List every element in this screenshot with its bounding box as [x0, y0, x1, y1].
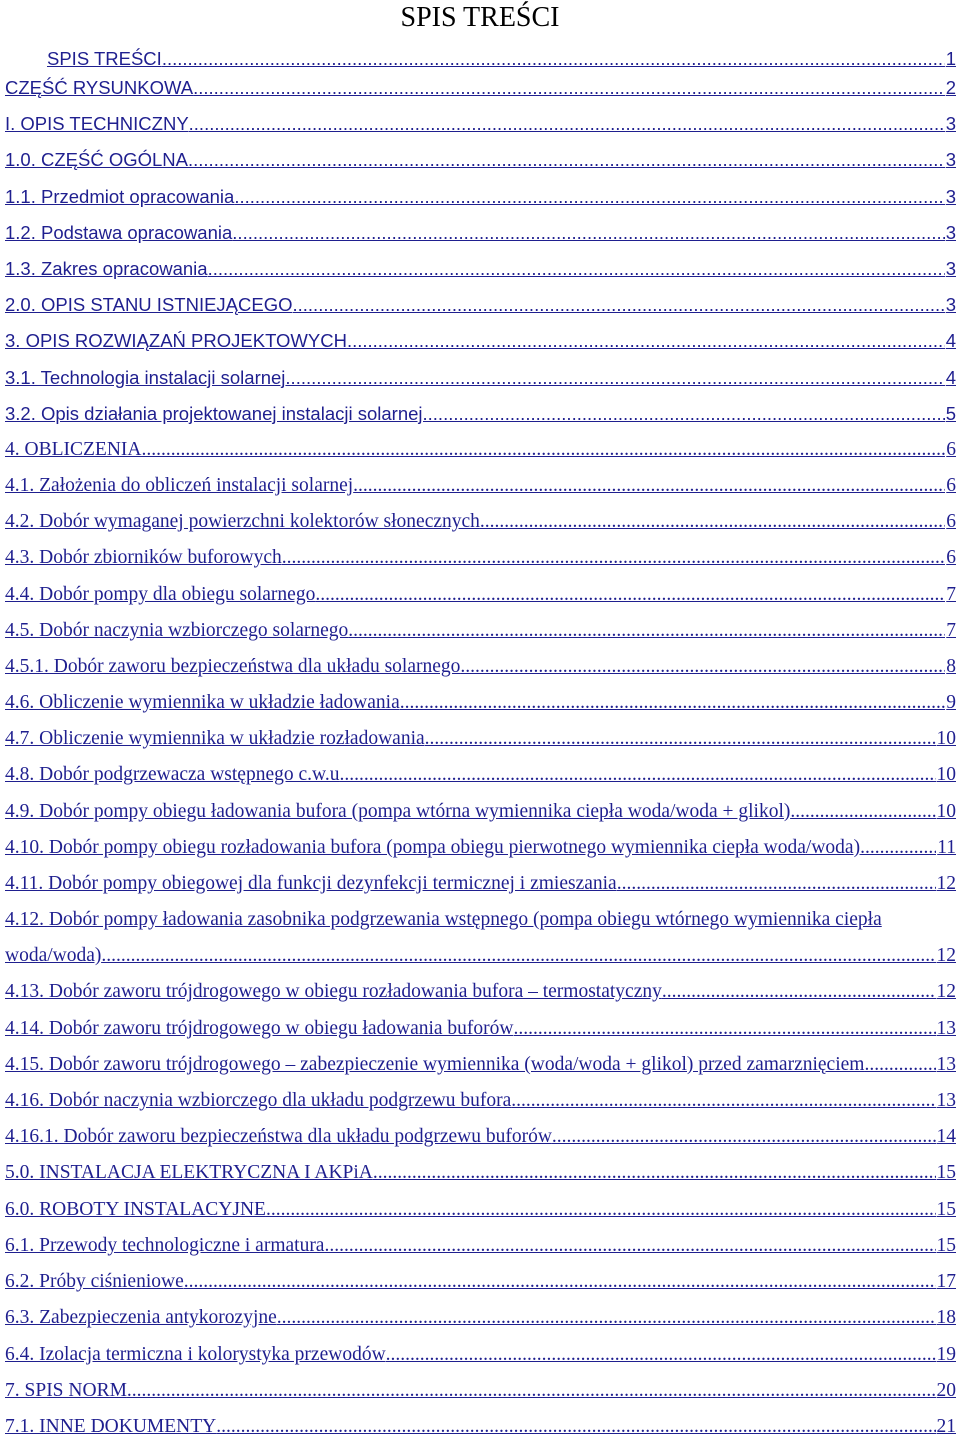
dot-leader — [423, 402, 945, 426]
dot-leader — [480, 510, 945, 534]
toc-entry[interactable] — [5, 253, 956, 281]
toc-entry-label: I. OPIS TECHNICZNY — [5, 113, 189, 134]
toc-entry-page-number: 3 — [945, 294, 956, 315]
toc-entry-label: 4.11. Dobór pompy obiegowej dla funkcji dezynfekcji termicznej i zmieszania — [5, 873, 617, 894]
dot-leader — [293, 293, 945, 317]
toc-entry-label: 4.16. Dobór naczynia wzbiorczego dla układu podgrzewu bufora — [5, 1090, 512, 1111]
toc-entry[interactable] — [5, 687, 956, 715]
toc-entry[interactable] — [5, 976, 956, 1004]
toc-entry[interactable] — [5, 651, 956, 679]
toc-entry[interactable] — [5, 144, 956, 172]
dot-leader — [266, 1198, 936, 1222]
toc-entry-label: 6.1. Przewody technologiczne i armatura — [5, 1235, 325, 1256]
toc-entry-label: 1.0. CZĘŚĆ OGÓLNA — [5, 149, 188, 170]
toc-entry-label: 4.1. Założenia do obliczeń instalacji solarnej — [5, 475, 354, 496]
toc-entry[interactable] — [5, 1339, 956, 1367]
dot-leader — [232, 221, 944, 245]
dot-leader — [141, 438, 945, 462]
toc-entry[interactable] — [5, 542, 956, 570]
toc-entry-page-number: 5 — [945, 403, 956, 424]
dot-leader — [386, 1343, 936, 1367]
toc-entry[interactable] — [5, 723, 956, 751]
dot-leader — [617, 872, 936, 896]
dot-leader — [347, 329, 945, 353]
dot-leader — [400, 691, 946, 715]
toc-entry-label: 4.10. Dobór pompy obiegu rozładowania bufora (pompa obiegu pierwotnego wymiennika ciepła woda/woda) — [5, 837, 861, 858]
dot-leader — [277, 1306, 936, 1330]
toc-entry-label: 4.9. Dobór pompy obiegu ładowania bufora (pompa wtórna wymiennika ciepła woda/woda + glikol) — [5, 801, 791, 822]
toc-entry-page-number: 10 — [936, 801, 956, 822]
toc-entry-page-number: 12 — [936, 873, 956, 894]
toc-entry[interactable] — [5, 1375, 956, 1403]
toc-entry-label: 4.7. Obliczenie wymiennika w układzie rozładowania — [5, 728, 425, 749]
toc-entry[interactable] — [5, 1049, 956, 1077]
toc-entry-page-number: 3 — [945, 222, 956, 243]
toc-entry[interactable] — [5, 832, 956, 860]
toc-entry[interactable] — [5, 759, 956, 787]
toc-entry-page-number: 4 — [945, 367, 956, 388]
toc-entry[interactable] — [5, 1266, 956, 1294]
toc-entry-label: 4.13. Dobór zaworu trójdrogowego w obiegu rozładowania bufora – termostatyczny — [5, 981, 662, 1002]
dot-leader — [285, 366, 944, 390]
toc-entry-label: 4. OBLICZENIA — [5, 439, 142, 460]
toc-entry[interactable] — [5, 506, 956, 534]
toc-entry-page-number: 6 — [946, 547, 956, 568]
toc-entry-label: 3.2. Opis działania projektowanej instalacji solarnej — [5, 403, 423, 424]
dot-leader — [324, 1234, 935, 1258]
page-title: SPIS TREŚCI — [400, 2, 560, 33]
toc-entry-label: 4.14. Dobór zaworu trójdrogowego w obiegu ładowania buforów — [5, 1018, 514, 1039]
dot-leader — [282, 546, 946, 570]
toc-entry-label[interactable]: 4.12. Dobór pompy ładowania zasobnika podgrzewania wstępnego (pompa obiegu wtórnego wymiennika ciepła — [5, 909, 882, 930]
toc-entry[interactable] — [5, 181, 956, 209]
toc-entry[interactable] — [5, 868, 956, 896]
toc-entry[interactable] — [5, 289, 956, 317]
toc-entry-page-number: 7 — [946, 620, 956, 641]
toc-entry-page-number: 21 — [936, 1416, 956, 1437]
dot-leader — [184, 1270, 936, 1294]
toc-entry[interactable] — [5, 615, 956, 643]
toc-entry-label: 4.3. Dobór zbiorników buforowych — [5, 547, 282, 568]
toc-entry-page-number: 6 — [946, 511, 956, 532]
toc-entry[interactable] — [5, 1085, 956, 1113]
dot-leader — [127, 1379, 936, 1403]
toc-entry[interactable] — [5, 108, 956, 136]
toc-entry-label: 4.16.1. Dobór zaworu bezpieczeństwa dla układu podgrzewu buforów — [5, 1126, 552, 1147]
dot-leader — [860, 836, 936, 860]
toc-entry-label: 6.4. Izolacja termiczna i kolorystyka przewodów — [5, 1344, 386, 1365]
toc-entry-label: 5.0. INSTALACJA ELEKTRYCZNA I AKPiA — [5, 1162, 373, 1183]
toc-entry-label: 4.5. Dobór naczynia wzbiorczego solarnego — [5, 620, 349, 641]
toc-entry[interactable] — [5, 1013, 956, 1041]
toc-entry-page-number: 1 — [945, 48, 956, 69]
toc-entry-page-number: 2 — [945, 77, 956, 98]
toc-entry[interactable] — [5, 434, 956, 462]
toc-entry-page-number: 20 — [936, 1380, 956, 1401]
toc-entry-label: 4.8. Dobór podgrzewacza wstępnego c.w.u — [5, 764, 340, 785]
toc-entry-label-continued: woda/woda) — [5, 945, 102, 966]
toc-entry-label: 2.0. OPIS STANU ISTNIEJĄCEGO — [5, 294, 293, 315]
toc-entry-page-number: 3 — [945, 258, 956, 279]
toc-entry-label: 6.3. Zabezpieczenia antykorozyjne — [5, 1307, 277, 1328]
toc-entry[interactable] — [5, 1194, 956, 1222]
dot-leader — [460, 655, 945, 679]
toc-entry-page-number: 3 — [945, 113, 956, 134]
dot-leader — [353, 474, 945, 498]
toc-entry-page-number: 10 — [936, 764, 956, 785]
toc-entry-label: 4.5.1. Dobór zaworu bezpieczeństwa dla układu solarnego — [5, 656, 461, 677]
toc-entry-page-number: 12 — [936, 945, 956, 966]
toc-entry-label: 1.1. Przedmiot opracowania — [5, 186, 235, 207]
toc-entry-label: 6.2. Próby ciśnieniowe — [5, 1271, 184, 1292]
dot-leader — [216, 1415, 935, 1439]
toc-entry-page-number: 18 — [936, 1307, 956, 1328]
dot-leader — [234, 185, 944, 209]
dot-leader — [790, 800, 935, 824]
toc-entry-label: 3. OPIS ROZWIĄZAŃ PROJEKTOWYCH — [5, 330, 347, 351]
dot-leader — [162, 47, 945, 71]
toc-entry[interactable] — [5, 1157, 956, 1185]
toc-entry-label: 6.0. ROBOTY INSTALACYJNE — [5, 1199, 266, 1220]
toc-entry-page-number: 12 — [936, 981, 956, 1002]
toc-entry[interactable] — [5, 362, 956, 390]
toc-entry-page-number: 15 — [936, 1199, 956, 1220]
toc-entry-page-number: 15 — [936, 1235, 956, 1256]
toc-entry-page-number: 8 — [946, 656, 956, 677]
dot-leader — [514, 1017, 936, 1041]
toc-entry[interactable] — [5, 398, 956, 426]
toc-entry[interactable] — [5, 1121, 956, 1149]
toc-entry-page-number: 14 — [936, 1126, 956, 1147]
toc-entry[interactable] — [5, 217, 956, 245]
dot-leader — [101, 944, 935, 968]
toc-entry-label: 7. SPIS NORM — [5, 1380, 127, 1401]
toc-entry-page-number: 13 — [936, 1054, 956, 1075]
dot-leader — [208, 257, 945, 281]
toc-entry-page-number: 15 — [936, 1162, 956, 1183]
toc-entry-page-number: 13 — [936, 1090, 956, 1111]
toc-entry[interactable] — [5, 579, 956, 607]
toc-entry-label: 1.3. Zakres opracowania — [5, 258, 208, 279]
dot-leader — [511, 1089, 935, 1113]
toc-entry[interactable] — [5, 325, 956, 353]
toc-entry[interactable] — [5, 72, 956, 100]
toc-entry[interactable] — [5, 1302, 956, 1330]
toc-entry-page-number: 6 — [946, 475, 956, 496]
toc-entry-label: 4.15. Dobór zaworu trójdrogowego – zabezpieczenie wymiennika (woda/woda + glikol) przed zamarznięciem — [5, 1054, 865, 1075]
dot-leader — [662, 980, 936, 1004]
toc-entry-page-number: 11 — [937, 837, 956, 858]
toc-entry[interactable] — [5, 470, 956, 498]
dot-leader — [315, 583, 945, 607]
dot-leader — [864, 1053, 935, 1077]
dot-leader — [339, 763, 935, 787]
toc-entry-label: 4.4. Dobór pompy dla obiegu solarnego — [5, 584, 316, 605]
toc-entry[interactable] — [5, 1230, 956, 1258]
dot-leader — [189, 112, 945, 136]
toc-entry[interactable] — [5, 796, 956, 824]
toc-entry-page-number: 13 — [936, 1018, 956, 1039]
toc-entry-page-number: 3 — [945, 186, 956, 207]
toc-entry-page-number: 19 — [936, 1344, 956, 1365]
dot-leader — [348, 619, 945, 643]
toc-entry-label: 1.2. Podstawa opracowania — [5, 222, 233, 243]
toc-entry-label: CZĘŚĆ RYSUNKOWA — [5, 77, 194, 98]
dot-leader — [552, 1125, 936, 1149]
toc-entry-label: SPIS TREŚCI — [47, 48, 162, 69]
dot-leader — [188, 148, 945, 172]
toc-entry-page-number: 9 — [946, 692, 956, 713]
toc-entry-label: 3.1. Technologia instalacji solarnej — [5, 367, 286, 388]
toc-entry[interactable] — [47, 43, 956, 71]
toc-entry-label: 4.2. Dobór wymaganej powierzchni kolektorów słonecznych — [5, 511, 480, 532]
toc-entry-page-number: 7 — [946, 584, 956, 605]
toc-entry-page-number: 4 — [945, 330, 956, 351]
dot-leader — [373, 1161, 936, 1185]
dot-leader — [193, 76, 945, 100]
toc-entry[interactable] — [5, 1411, 956, 1439]
toc-entry-label: 7.1. INNE DOKUMENTY — [5, 1416, 217, 1437]
toc-entry-page-number: 3 — [945, 149, 956, 170]
toc-entry-page-number: 17 — [936, 1271, 956, 1292]
toc-entry[interactable] — [5, 940, 956, 968]
toc-entry-label: 4.6. Obliczenie wymiennika w układzie ładowania — [5, 692, 400, 713]
toc-entry-page-number: 10 — [936, 728, 956, 749]
toc-entry-page-number: 6 — [946, 439, 956, 460]
dot-leader — [425, 727, 936, 751]
